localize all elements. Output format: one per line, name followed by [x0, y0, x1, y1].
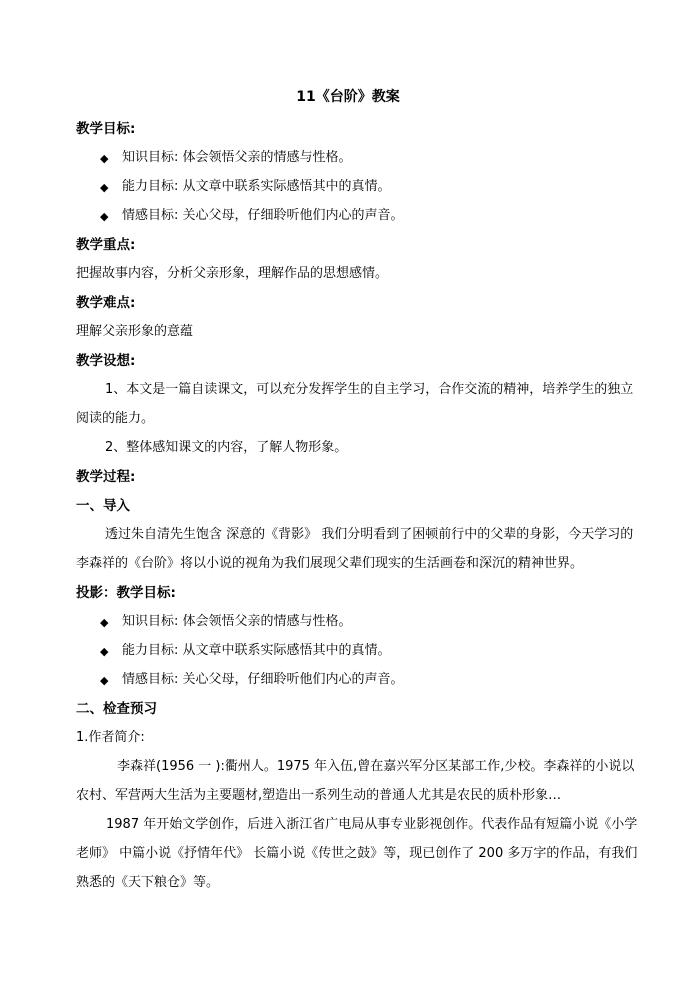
bullet-icon: ◆ — [100, 210, 109, 223]
author-paragraph: 李森祥(1956 一 ):衢州人。1975 年入伍,曾在嘉兴军分区某部工作,少校。李森祥的小说以 — [117, 759, 635, 774]
bullet-icon: ◆ — [100, 181, 109, 194]
intro-heading: 一、导入 — [76, 498, 130, 514]
process-heading: 教学过程: — [76, 469, 136, 485]
projection-item: 知识目标: 体会领悟父亲的情感与性格。 — [122, 614, 352, 629]
design-item-1-cont: 阅读的能力。 — [76, 411, 155, 426]
design-item-2: 2、整体感知课文的内容，了解人物形象。 — [105, 440, 348, 455]
key-points-text: 把握故事内容，分析父亲形象，理解作品的思想感情。 — [76, 266, 389, 281]
objective-item: 知识目标: 体会领悟父亲的情感与性格。 — [122, 150, 352, 165]
projection-item: 情感目标: 关心父母，仔细聆听他们内心的声音。 — [122, 672, 404, 687]
design-heading: 教学设想: — [76, 353, 136, 369]
difficulties-text: 理解父亲形象的意蕴 — [76, 324, 194, 339]
projection-heading: 投影：教学目标: — [76, 585, 176, 601]
key-points-heading: 教学重点: — [76, 237, 136, 253]
objective-item: 情感目标: 关心父母，仔细聆听他们内心的声音。 — [122, 208, 404, 223]
objectives-heading: 教学目标: — [76, 121, 136, 137]
preview-heading: 二、检查预习 — [76, 701, 157, 717]
works-paragraph-end: 熟悉的《天下粮仓》等。 — [76, 875, 220, 890]
works-paragraph-cont: 老师》 中篇小说《抒情年代》 长篇小说《传世之鼓》等，现已创作了 200 多万字的作品，有我们 — [76, 846, 638, 861]
author-paragraph-cont: 农村、军营两大生活为主要题材,塑造出一系列生动的普通人尤其是农民的质朴形象… — [76, 788, 562, 803]
bullet-icon: ◆ — [100, 152, 109, 165]
intro-paragraph-cont: 李森祥的《台阶》将以小说的视角为我们展现父辈们现实的生活画卷和深沉的精神世界。 — [76, 556, 584, 571]
bullet-icon: ◆ — [100, 645, 109, 658]
author-label: 1.作者简介: — [76, 730, 145, 745]
intro-paragraph: 透过朱自清先生饱含 深意的《背影》 我们分明看到了困顿前行中的父辈的身影，今天学习的 — [105, 527, 634, 542]
difficulties-heading: 教学难点: — [76, 295, 136, 311]
objective-item: 能力目标: 从文章中联系实际感悟其中的真情。 — [122, 179, 391, 194]
design-item-1: 1、本文是一篇自读课文，可以充分发挥学生的自主学习，合作交流的精神，培养学生的独立 — [105, 382, 634, 397]
projection-item: 能力目标: 从文章中联系实际感悟其中的真情。 — [122, 643, 391, 658]
document-title: 11《台阶》教案 — [296, 89, 400, 105]
bullet-icon: ◆ — [100, 674, 109, 687]
bullet-icon: ◆ — [100, 616, 109, 629]
works-paragraph: 1987 年开始文学创作，后进入浙江省广电局从事专业影视创作。代表作品有短篇小说《小学 — [106, 817, 638, 832]
